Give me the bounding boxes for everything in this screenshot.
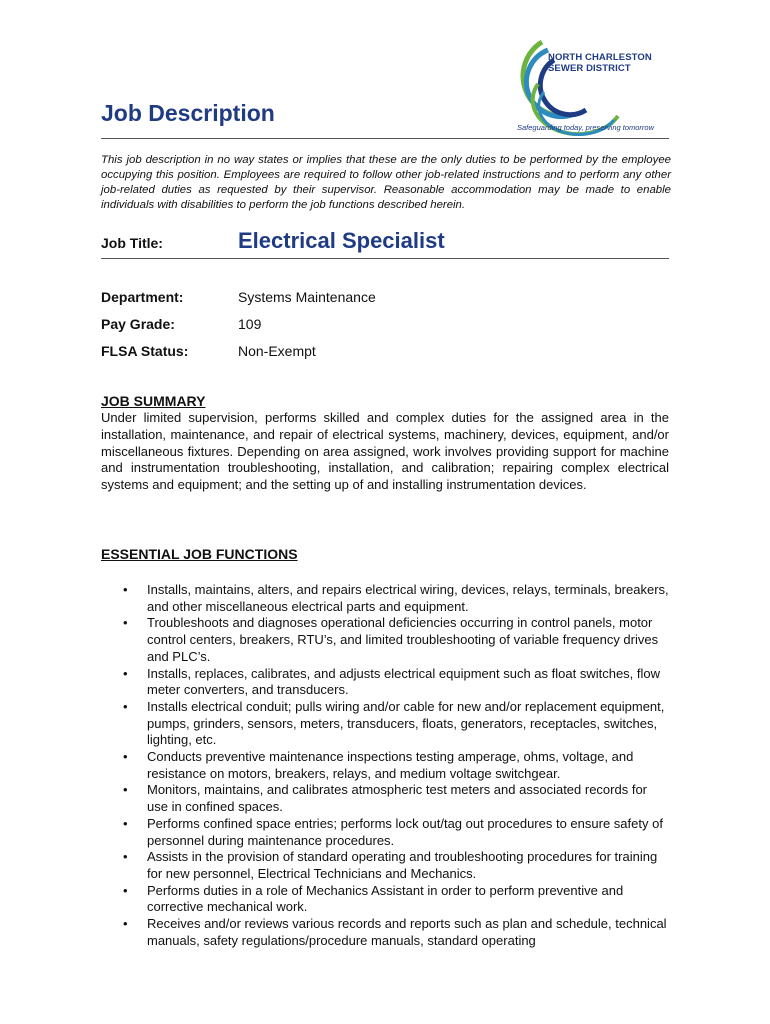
essential-functions-list [101,582,669,949]
pay-grade-label: Pay Grade: [101,316,175,332]
job-title-label: Job Title: [101,235,163,251]
department-value: Systems Maintenance [238,289,376,305]
pay-grade-value: 109 [238,316,262,332]
flsa-status-value: Non-Exempt [238,343,316,359]
job-title-divider [101,258,669,259]
list-item [101,615,669,665]
header-divider [101,138,669,139]
bullet-icon: • [123,782,128,798]
logo-org-line1: NORTH CHARLESTON [548,52,652,63]
list-item [101,782,669,815]
list-item-text: Receives and/or reviews various records and reports such as plan and schedule, technical manuals, safety regulations/procedure manuals, standard operating [147,916,667,948]
list-item-text: Monitors, maintains, and calibrates atmospheric test meters and associated records for use in confined spaces. [147,782,648,815]
list-item-text: Installs, maintains, alters, and repairs electrical wiring, devices, relays, terminals, breakers, and other miscellaneous electrical parts and equipment. [147,582,669,614]
list-item [101,749,669,782]
bullet-icon: • [123,698,128,714]
logo-org-name [548,52,652,74]
list-item [101,666,669,699]
job-summary-text: Under limited supervision, performs skilled and complex duties for the assigned area in the installation, maintenance, and repair of electrical systems, machinery, devices, equipment, and/or miscellaneous fixtures. Depending on area assigned, work involves providing support for machine and instrumentation troubleshooting, installation, and calibration; repairing complex electrical systems and equipment; and the setting up of and installing instrumentation devices. [101,410,669,493]
bullet-icon: • [123,665,128,681]
list-item [101,916,669,949]
district-logo-icon [518,36,678,136]
bullet-icon: • [123,882,128,898]
logo-org-line2: SEWER DISTRICT [548,63,631,74]
list-item-text: Conducts preventive maintenance inspections testing amperage, ohms, voltage, and resistance on motors, breakers, relays, and medium voltage switchgear. [147,749,634,781]
bullet-icon: • [123,916,128,932]
disclaimer-text: This job description in no way states or implies that these are the only duties to be performed by the employee occupying this position. Employees are required to follow other job-related instructions and to perform any other job-related duties as requested by their supervisor. Reasonable accommodation may be made to enable individuals with disabilities to perform the job functions described herein. [101,154,671,211]
bullet-icon: • [123,849,128,865]
flsa-status-label: FLSA Status: [101,343,189,359]
list-item-text: Performs duties in a role of Mechanics Assistant in order to perform preventive and corrective mechanical work. [147,882,624,915]
list-item-text: Installs electrical conduit; pulls wiring and/or cable for new and/or replacement equipment, pumps, grinders, sensors, meters, transducers, floats, generators, receptacles, switches, lighting, etc. [147,698,665,748]
list-item [101,699,669,749]
department-label: Department: [101,289,184,305]
list-item [101,883,669,916]
job-title-value: Electrical Specialist [238,228,445,253]
list-item-text: Installs, replaces, calibrates, and adjusts electrical equipment such as float switches, flow meter converters, and transducers. [147,665,661,698]
list-item [101,849,669,882]
page-title: Job Description [101,100,275,126]
job-summary-heading: JOB SUMMARY [101,393,206,409]
bullet-icon: • [123,749,128,765]
list-item [101,582,669,615]
list-item-text: Performs confined space entries; performs lock out/tag out procedures to ensure safety of personnel during maintenance procedures. [147,815,663,848]
list-item [101,816,669,849]
list-item-text: Troubleshoots and diagnoses operational deficiencies occurring in control panels, motor control centers, breakers, RTU’s, and limited troubleshooting of variable frequency drives and PLC’s. [147,615,659,664]
bullet-icon: • [123,615,128,631]
logo-tagline: Safeguarding today, preserving tomorrow [517,123,655,132]
bullet-icon: • [123,815,128,831]
bullet-icon: • [123,582,128,597]
list-item-text: Assists in the provision of standard operating and troubleshooting procedures for training for new personnel, Electrical Technicians and Mechanics. [147,849,658,881]
essential-functions-heading: ESSENTIAL JOB FUNCTIONS [101,546,298,562]
